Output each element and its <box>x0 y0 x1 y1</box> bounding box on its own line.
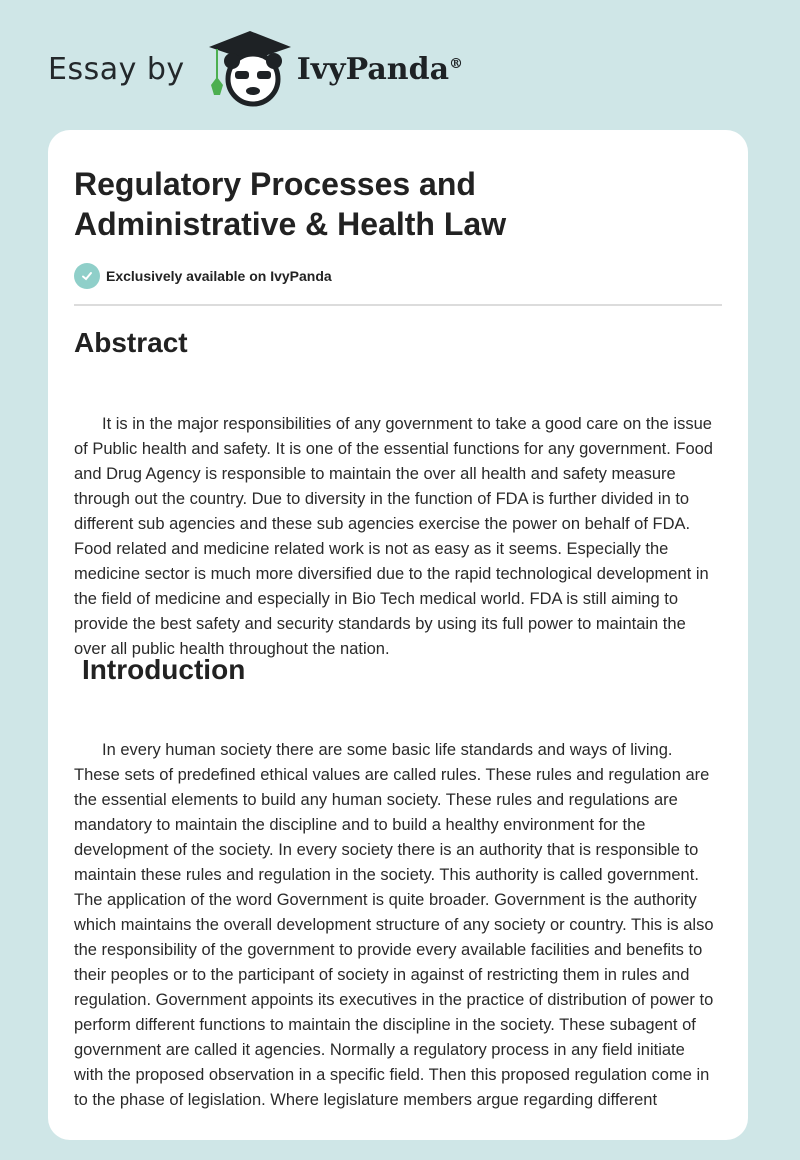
divider <box>74 304 722 306</box>
paragraph-line: which maintains the overall development structure of any society or country. This is also <box>74 916 714 934</box>
paragraph-line: The application of the word Government is quite broader. Government is the authority <box>74 891 697 909</box>
paragraph-line: provide the best safety and security standards by using its full power to maintain the <box>74 615 686 633</box>
check-icon <box>74 263 100 289</box>
paragraph-line: maintain these rules and regulation in the society. This authority is called government. <box>74 866 699 884</box>
introduction-paragraph <box>74 738 734 1113</box>
paragraph-line: and Drug Agency is responsible to maintain the over all health and safety measure <box>74 465 676 483</box>
paragraph-line: perform different functions to maintain the discipline in the society. These subagent of <box>74 1016 696 1034</box>
paragraph-line: the responsibility of the government to provide every available facilities and benefits to <box>74 941 703 959</box>
paragraph-line: development of the society. In every society there is an authority that is responsible to <box>74 841 699 859</box>
section-heading-introduction: Introduction <box>82 654 246 685</box>
paragraph-line: mandatory to maintain the discipline and to build a healthy environment for the <box>74 816 646 834</box>
paragraph-line: These sets of predefined ethical values are called rules. These rules and regulation are <box>74 766 710 784</box>
brand-name[interactable]: IvyPanda® <box>296 51 464 87</box>
abstract-paragraph <box>74 412 734 662</box>
paragraph-line: the field of medicine and especially in Bio Tech medical world. FDA is still aiming to <box>74 590 679 608</box>
section-heading-abstract: Abstract <box>74 327 188 358</box>
exclusive-badge <box>74 263 332 289</box>
paragraph-line: different sub agencies and these sub agencies exercise the power on behalf of FDA. <box>74 515 691 533</box>
paragraph-line: government are called it agencies. Normally a regulatory process in any field initiate <box>74 1041 685 1059</box>
paragraph-line: over all public health throughout the nation. <box>74 640 390 658</box>
paragraph-line: the essential elements to build any human society. These rules and regulations are <box>74 791 678 809</box>
paragraph-line: through out the country. Due to diversity in the function of FDA is further divided in to <box>74 490 690 508</box>
site-header <box>48 34 463 104</box>
badge-text: Exclusively available on IvyPanda <box>106 268 332 284</box>
paragraph-line: In every human society there are some basic life standards and ways of living. <box>102 741 673 759</box>
paragraph-line: regulation. Government appoints its executives in the practice of distribution of power to <box>74 991 714 1009</box>
ivypanda-logo-icon[interactable] <box>207 29 293 109</box>
paragraph-line: It is in the major responsibilities of any government to take a good care on the issue <box>102 415 712 433</box>
essay-title: Regulatory Processes and Administrative & Health Law <box>74 166 507 242</box>
paragraph-line: to the phase of legislation. Where legislature members argue regarding different <box>74 1091 658 1109</box>
essay-card <box>48 130 748 1140</box>
paragraph-line: with the proposed observation in a specific field. Then this proposed regulation come in <box>74 1066 710 1084</box>
essay-by-label: Essay by <box>48 51 185 87</box>
paragraph-line: Food related and medicine related work is not as easy as it seems. Especially the <box>74 540 669 558</box>
paragraph-line: medicine sector is much more diversified due to the rapid technological development in <box>74 565 709 583</box>
paragraph-line: their peoples or to the participant of society in against of restricting them in rules and <box>74 966 690 984</box>
paragraph-line: of Public health and safety. It is one of the essential functions for any government. Food <box>74 440 713 458</box>
